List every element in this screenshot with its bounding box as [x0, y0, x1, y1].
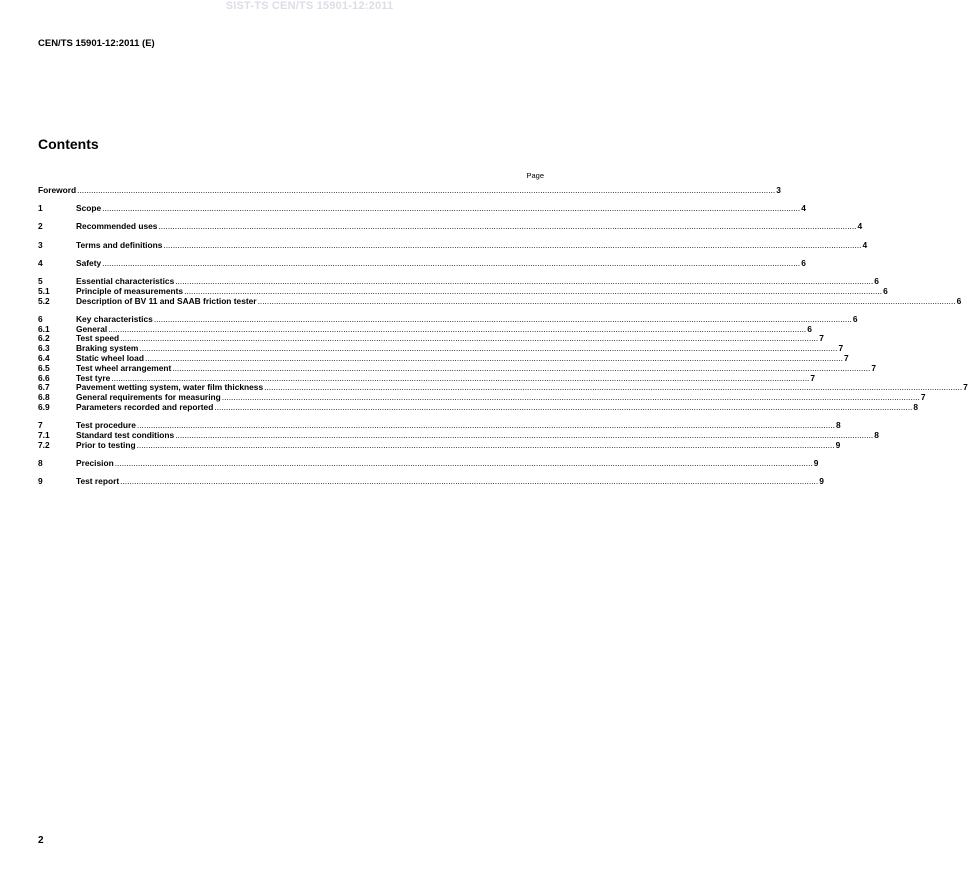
toc-entry-page: 7	[963, 382, 968, 393]
toc-entry-number: 3	[38, 239, 43, 250]
toc-entry-1[interactable]	[38, 203, 806, 214]
toc-entry-title: Static wheel load	[76, 352, 144, 363]
toc-entry-foreword[interactable]	[38, 185, 781, 196]
toc-entry-title: Test procedure	[76, 420, 136, 431]
toc-entry-title: Description of BV 11 and SAAB friction tester	[76, 295, 257, 306]
dot-leader: ............................................................................................................................................................................................................................................................................................................	[184, 285, 883, 296]
toc-entry-page: 4	[862, 239, 868, 250]
dot-leader: ............................................................................................................................................................................................................................................................................................................	[144, 352, 844, 363]
toc-entry-title: Test report	[76, 476, 120, 487]
toc-entry-number: 6.8	[38, 392, 50, 403]
dot-leader: ............................................................................................................................................................................................................................................................................................................	[136, 420, 835, 431]
dot-leader: ............................................................................................................................................................................................................................................................................................................	[139, 343, 838, 354]
dot-leader: ............................................................................................................................................................................................................................................................................................................	[158, 221, 857, 232]
toc-entry-title: Test tyre	[76, 372, 111, 383]
toc-entry-title: Test wheel arrangement	[76, 362, 172, 373]
toc-entry-page: 6	[801, 257, 806, 268]
toc-entry-page: 6	[956, 295, 962, 306]
toc-entry-title: Foreword	[38, 185, 77, 195]
toc-entry-page: 8	[913, 401, 919, 412]
toc-entry-page: 8	[835, 420, 841, 431]
toc-entry-page: 7	[871, 362, 876, 373]
dot-leader: ............................................................................................................................................................................................................................................................................................................	[221, 392, 920, 403]
dot-leader: ............................................................................................................................................................................................................................................................................................................	[257, 295, 956, 306]
toc-entry-number: 8	[38, 457, 43, 468]
toc-entry-title: Terms and definitions	[76, 239, 163, 250]
dot-leader: ............................................................................................................................................................................................................................................................................................................	[153, 313, 852, 324]
toc-entry-number: 7.1	[38, 429, 50, 440]
toc-entry-title: Prior to testing	[76, 439, 136, 450]
dot-leader: ............................................................................................................................................................................................................................................................................................................	[120, 333, 819, 344]
dot-leader: ............................................................................................................................................................................................................................................................................................................	[163, 239, 862, 250]
toc-entry-title: Standard test conditions	[76, 429, 175, 440]
toc-entry-number: 6.6	[38, 372, 50, 383]
toc-entry-title: Scope	[76, 203, 102, 214]
toc-entry-number: 6.4	[38, 352, 50, 363]
toc-entry-number: 7.2	[38, 439, 50, 450]
dot-leader: ............................................................................................................................................................................................................................................................................................................	[264, 382, 963, 393]
page-column-label: Page	[526, 171, 544, 180]
toc-entry-title: Parameters recorded and reported	[76, 401, 214, 412]
toc-entry-3[interactable]	[38, 239, 868, 251]
dot-leader: ............................................................................................................................................................................................................................................................................................................	[108, 323, 807, 334]
toc-entry-number: 6.1	[38, 323, 50, 334]
toc-entry-number: 4	[38, 257, 43, 268]
toc-entry-number: 6.2	[38, 333, 50, 344]
toc-entry-page: 7	[819, 333, 824, 344]
toc-entry-number: 7	[38, 420, 43, 431]
footer-page-number: 2	[38, 835, 44, 846]
toc-entry-title: Braking system	[76, 343, 139, 354]
toc-entry-page: 3	[776, 185, 781, 195]
toc-entry-2[interactable]	[38, 221, 863, 232]
toc-entry-page: 4	[857, 221, 863, 232]
toc-entry-number: 5.2	[38, 295, 50, 306]
dot-leader: ............................................................................................................................................................................................................................................................................................................	[175, 275, 874, 286]
toc-entry-4[interactable]	[38, 257, 806, 269]
toc-entry-page: 8	[874, 429, 879, 440]
dot-leader: ............................................................................................................................................................................................................................................................................................................	[114, 457, 813, 468]
dot-leader: ............................................................................................................................................................................................................................................................................................................	[102, 257, 801, 268]
toc-entry-title: Precision	[76, 457, 114, 468]
toc-entry-7-2[interactable]	[38, 439, 841, 451]
dot-leader: ............................................................................................................................................................................................................................................................................................................	[136, 439, 835, 450]
toc-entry-title: Test speed	[76, 333, 120, 344]
toc-entry-number: 6.3	[38, 343, 50, 354]
toc-entry-page: 9	[835, 439, 841, 450]
toc-entry-9[interactable]	[38, 476, 824, 487]
dot-leader: ............................................................................................................................................................................................................................................................................................................	[214, 401, 913, 412]
toc-entry-page: 7	[810, 372, 816, 383]
toc-entry-number: 6	[38, 313, 43, 324]
toc-entry-page: 7	[838, 343, 844, 354]
toc-entry-title: General requirements for measuring	[76, 392, 221, 403]
dot-leader: ............................................................................................................................................................................................................................................................................................................	[175, 429, 874, 440]
toc-entry-number: 9	[38, 476, 43, 487]
toc-entry-title: Recommended uses	[76, 221, 158, 232]
toc-entry-page: 9	[813, 457, 819, 468]
toc-entry-page: 6	[874, 275, 879, 286]
toc-entry-title: Key characteristics	[76, 313, 153, 324]
toc-entry-number: 1	[38, 203, 43, 214]
dot-leader: ............................................................................................................................................................................................................................................................................................................	[111, 372, 810, 383]
toc-entry-number: 5	[38, 275, 43, 286]
toc-entry-number: 2	[38, 221, 43, 232]
table-of-contents	[38, 185, 968, 487]
toc-entry-page: 6	[807, 323, 812, 334]
toc-entry-title: General	[76, 323, 108, 334]
toc-entry-title: Essential characteristics	[76, 275, 175, 286]
contents-heading: Contents	[38, 136, 99, 152]
toc-entry-number: 6.5	[38, 362, 50, 373]
toc-entry-page: 7	[920, 392, 926, 403]
toc-entry-title: Principle of measurements	[76, 285, 184, 296]
dot-leader: ............................................................................................................................................................................................................................................................................................................	[172, 362, 871, 373]
toc-entry-page: 6	[883, 285, 888, 296]
toc-entry-6-9[interactable]	[38, 401, 919, 413]
dot-leader: ............................................................................................................................................................................................................................................................................................................	[77, 185, 776, 195]
toc-entry-number: 6.9	[38, 401, 50, 412]
dot-leader: ............................................................................................................................................................................................................................................................................................................	[120, 476, 819, 487]
toc-entry-5-2[interactable]	[38, 295, 962, 307]
toc-entry-page: 7	[844, 352, 849, 363]
toc-entry-page: 9	[819, 476, 824, 487]
document-id: CEN/TS 15901-12:2011 (E)	[38, 38, 155, 49]
watermark: SIST-TS CEN/TS 15901-12:2011	[225, 0, 394, 12]
toc-entry-page: 4	[801, 203, 806, 214]
toc-entry-number: 6.7	[38, 382, 50, 393]
toc-entry-title: Pavement wetting system, water film thickness	[76, 382, 264, 393]
toc-entry-8[interactable]	[38, 457, 819, 469]
toc-entry-number: 5.1	[38, 285, 50, 296]
toc-entry-page: 6	[852, 313, 858, 324]
toc-entry-title: Safety	[76, 257, 102, 268]
dot-leader: ............................................................................................................................................................................................................................................................................................................	[102, 203, 801, 214]
